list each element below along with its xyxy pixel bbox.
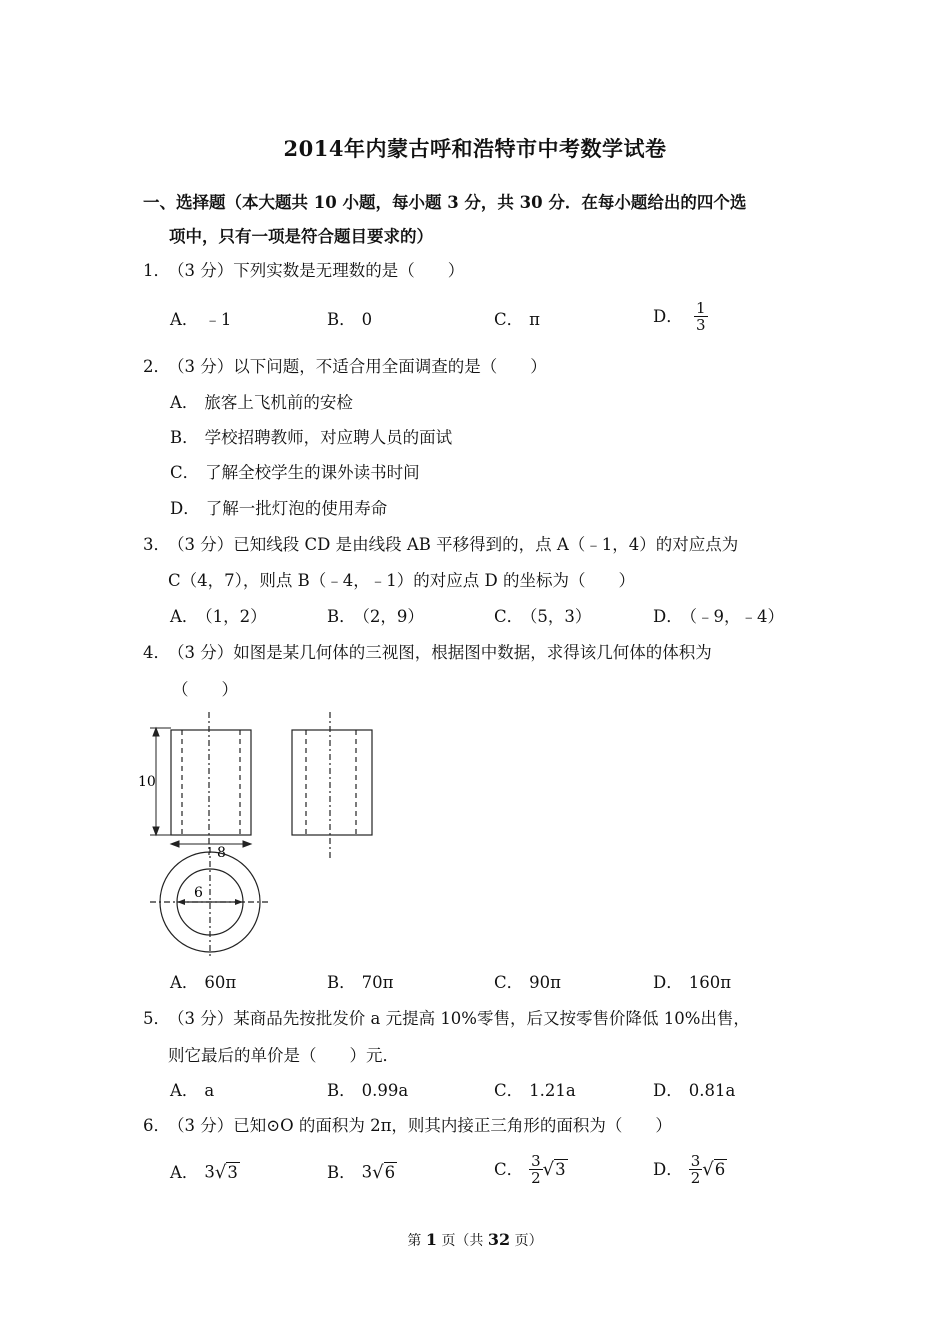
option-a: A． 3√3: [170, 1161, 238, 1183]
height-label: 10: [138, 774, 156, 790]
question-text: （3 分）某商品先按批发价 a 元提高 10%零售，后又按零售价降低 10%出售，: [168, 1009, 750, 1028]
front-view: [171, 712, 251, 855]
option-a: A． 旅客上飞机前的安检: [170, 393, 353, 412]
option-d: D． $\frac{3}{2}$ √6: [653, 1152, 726, 1187]
question-number: 3．: [143, 535, 170, 554]
page-footer: 第 1 页（共 32 页）: [407, 1230, 543, 1249]
question-text: （3 分）下列实数是无理数的是（ ）: [168, 261, 465, 280]
option-c: C． 了解全校学生的课外读书时间: [170, 463, 420, 482]
question-number: 5．: [143, 1009, 170, 1028]
section-heading-line1: 一、选择题（本大题共 10 小题，每小题 3 分，共 30 分．在每小题给出的四个选: [143, 193, 747, 212]
option-c: C． π: [494, 310, 540, 329]
question-text: （3 分）已知线段 CD 是由线段 AB 平移得到的，点 A（﹣1，4）的对应点为: [168, 535, 739, 554]
question-number: 6．: [143, 1116, 170, 1135]
question-text: （3 分）如图是某几何体的三视图，根据图中数据，求得该几何体的体积为: [168, 643, 712, 662]
page-number: 1: [425, 1230, 437, 1249]
total-pages: 32: [487, 1230, 511, 1249]
question-text: （3 分）已知⊙O 的面积为 2π，则其内接正三角形的面积为（ ）: [168, 1116, 672, 1135]
option-b: B． 70π: [327, 973, 394, 992]
page-title: 2014年内蒙古呼和浩特市中考数学试卷: [283, 136, 667, 161]
question-text: （3 分）以下问题，不适合用全面调查的是（ ）: [168, 357, 547, 376]
width-dimension: [171, 841, 251, 847]
question-number: 1．: [143, 261, 170, 280]
option-c: C． 90π: [494, 973, 561, 992]
option-a: A． ﹣1: [170, 310, 232, 329]
option-d: D． 了解一批灯泡的使用寿命: [170, 499, 388, 518]
option-b: B． 0: [327, 310, 373, 329]
sqrt: √3: [542, 1158, 566, 1180]
option-b: B． 3√6: [327, 1161, 396, 1183]
option-d: D． $\frac{1}{3}$: [653, 299, 706, 334]
fraction: $\frac{3}{2}$: [690, 1152, 701, 1187]
top-view: [150, 847, 270, 957]
question-number: 4．: [143, 643, 170, 662]
option-d: D． （﹣9，﹣4）: [653, 607, 784, 626]
option-b: B． 学校招聘教师，对应聘人员的面试: [170, 428, 453, 447]
sqrt: √3: [214, 1161, 238, 1183]
option-a: A． a: [170, 1081, 215, 1100]
question-text-continued: （ ）: [172, 680, 238, 699]
section-heading: [143, 186, 823, 254]
sqrt: √6: [372, 1161, 396, 1183]
section-heading-line2: 项中，只有一项是符合题目要求的）: [169, 227, 433, 246]
option-a: A． 60π: [170, 973, 237, 992]
question-text-continued: C（4，7），则点 B（﹣4，﹣1）的对应点 D 的坐标为（ ）: [168, 571, 635, 590]
option-c: C． （5，3）: [494, 607, 592, 626]
option-a: A． （1，2）: [170, 607, 267, 626]
option-c: C． $\frac{3}{2}$ √3: [494, 1152, 566, 1187]
sqrt: √6: [702, 1158, 726, 1180]
width-label: 8: [217, 845, 226, 861]
fraction: $\frac{3}{2}$: [531, 1152, 541, 1187]
three-view-figure: [130, 710, 410, 960]
question-text-continued: 则它最后的单价是（ ）元．: [168, 1046, 399, 1065]
fraction: $\frac{1}{3}$: [695, 299, 706, 334]
option-d: D． 0.81a: [653, 1081, 736, 1100]
option-d: D． 160π: [653, 973, 732, 992]
inner-diameter-label: 6: [194, 885, 203, 901]
question-number: 2．: [143, 357, 170, 376]
option-c: C． 1.21a: [494, 1081, 576, 1100]
side-view: [292, 712, 372, 860]
option-b: B． （2，9）: [327, 607, 424, 626]
option-b: B． 0.99a: [327, 1081, 409, 1100]
